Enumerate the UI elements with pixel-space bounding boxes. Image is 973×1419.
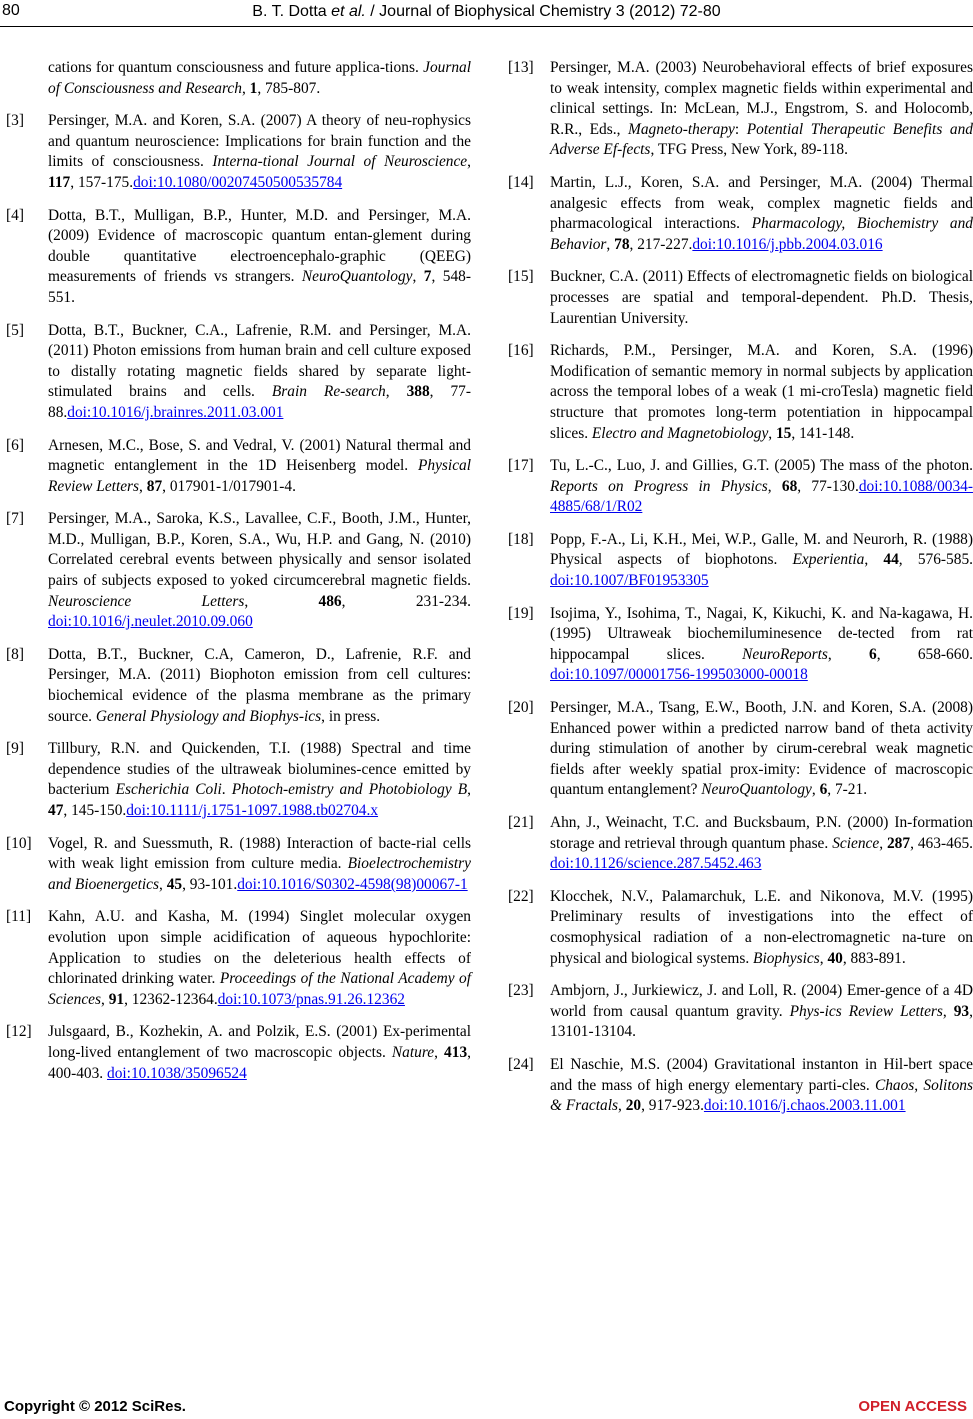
ref-volume: 47 [48,802,64,819]
ref-pages: , 77-88. [48,383,471,421]
reference-number: [21] [508,814,534,831]
ref-text: Tillbury, R.N. and Quickenden, T.I. (1988) Spectral and time dependence studies of the ultraweak biolumines-cence emitted by bacterium [48,740,471,799]
ref-text: Klocchek, N.V., Palamarchuk, L.E. and Nikonova, M.V. (1995) Preliminary results of investigations into the effect of cosmophysical radiation of a non-electromagnetic na-ture on physical and biological systems. [550,887,973,967]
ref-text: Arnesen, M.C., Bose, S. and Vedral, V. (2001) Natural thermal and magnetic entanglement in the 1D Heisenberg model. [48,436,471,475]
ref-journal: NeuroReports [742,645,828,663]
reference-number: [4] [6,206,24,224]
ref-text: , [914,1076,924,1094]
reference-item [508,173,973,255]
reference-item [6,1022,471,1084]
reference-item [6,321,471,424]
ref-volume: 486 [318,592,342,610]
reference-number: [11] [6,908,32,926]
ref-text: , [467,781,472,799]
ref-volume: 388 [406,383,430,401]
page-header [0,0,973,30]
ref-journal: Phys-ics Review Letters [789,1002,943,1020]
ref-text: Martin, L.J., Koren, S.A. and Persinger, M.A. (2004) Thermal analgesic effects from weak, complex magnetic fields and pharmacological interactions. [550,173,973,233]
ref-pages: , 93-101. [182,875,238,893]
ref-text: . [221,781,232,799]
ref-journal: Nature [391,1043,435,1061]
ref-text: Persinger, M.A. (2003) Neurobehavioral effects of brief exposures to weak intensity, complex magnetic fields within experimental and clinical settings. In: McLean, M.J., Engstrom, S. and Holocomb, R.R., Eds., [550,59,973,138]
reference-number: [7] [6,510,24,528]
reference-item [6,436,471,498]
reference-item [6,739,471,821]
ref-text: , [864,551,884,569]
ref-journal: Electro and Magnetobiology [591,424,769,442]
reference-number: [23] [508,982,534,1000]
reference-item [508,887,973,969]
ref-pages: , 12362-12364. [124,990,218,1008]
reference-item [6,645,471,727]
reference-list-left [6,111,471,1084]
doi-link[interactable]: doi:10.1073/pnas.91.26.12362 [217,990,405,1008]
reference-number: [13] [508,59,534,76]
reference-number: [6] [6,436,24,454]
ref-journal: General Physiology and Biophys-ics [95,707,322,725]
ref-journal: Neuroscience Letters [48,592,245,610]
reference-number: [5] [6,321,24,339]
ref-text: , [467,153,471,171]
ref-pages: , 400-403. [48,1043,471,1082]
ref-journal: NeuroQuantology [301,268,413,286]
ref-volume: 87 [146,477,163,495]
ref-journal: Pharmacology, Biochemistry and Behavior [550,215,973,253]
running-head-journal: / Journal of Biophysical Chemistry 3 (2012) 72-80 [365,3,721,20]
reference-number: [8] [6,645,24,663]
ref-journal: Chaos [874,1076,915,1094]
reference-number: [9] [6,740,24,758]
ref-text: El Naschie, M.S. (2004) Gravitational instanton in Hil-bert space and the mass of high energy elementary parti-cles. [550,1055,973,1094]
ref-pages: , 157-175. [70,173,134,191]
doi-link[interactable]: doi:10.1038/35096524 [107,1064,247,1082]
ref-pages: , 883-891. [842,949,906,967]
right-column [508,58,973,1129]
reference-item [508,456,973,518]
ref-pages: , 463-465. [910,834,973,852]
ref-volume: 413 [444,1043,468,1061]
ref-text: , [244,592,319,610]
ref-text: , [811,781,820,799]
ref-pages: , 13101-13104. [550,1002,973,1041]
ref-pages: , 7-21. [827,781,868,799]
ref-text: , [100,990,109,1008]
page-footer [0,1398,973,1419]
doi-link[interactable]: doi:10.1126/science.287.5452.463 [550,855,762,873]
ref-text: Dotta, B.T., Buckner, C.A., Lafrenie, R.M. and Persinger, M.A. (2011) Photon emissions from human brain and cell culture exposed to distally rotating magnetic fields shared by separate light-stimulated brains and cells. [48,321,471,401]
ref-journal: Interna-tional Journal of Neuroscience [212,153,468,171]
ref-text: , [434,1043,445,1061]
header-rule [0,26,973,27]
running-head [0,3,973,21]
ref-text: Vogel, R. and Suessmuth, R. (1988) Interaction of bacte-rial cells with weak light emission from culture media. [48,834,471,873]
ref-pages: , 77-130. [797,477,859,495]
doi-link[interactable]: doi:10.1097/00001756-199503000-00018 [550,666,808,684]
ref-volume: 6 [869,645,877,663]
ref-text: Dotta, B.T., Mulligan, B.P., Hunter, M.D. and Persinger, M.A. (2009) Evidence of macroscopic quantum entan-glement during double quantitative electroencephalo-graphic (QEEG) measurements of friends vs strangers. [48,206,471,286]
ref-journal: Reports on Progress in Physics [550,477,768,495]
doi-link[interactable]: doi:10.1016/j.chaos.2003.11.001 [703,1097,906,1115]
ref-text: , [879,834,887,852]
ref-volume: 68 [781,477,798,495]
ref-text: , TFG Press, New York, 89-118. [650,141,848,159]
reference-number: [18] [508,530,534,548]
reference-number: [22] [508,887,534,905]
reference-number: [19] [508,604,534,622]
ref-journal: Potential Therapeutic Benefits and Adverse Ef-fects [550,120,973,159]
doi-link[interactable]: doi:10.1016/j.brainres.2011.03.001 [67,403,284,421]
ref-volume: 7 [423,268,432,286]
reference-item [508,58,973,161]
doi-link[interactable]: doi:10.1007/BF01953305 [550,572,709,590]
ref-text: Persinger, M.A., Saroka, K.S., Lavallee, C.F., Booth, J.M., Hunter, M.D., Mulligan, B.P., Koren, S.A., Wu, H.P. and Gang, N. (2010) Correlated cerebral events between physically and sensor isolated pairs of subjects exposed to yoked circumcerebral magnetic fields. [48,510,471,590]
doi-link[interactable]: doi:10.1016/j.pbb.2004.03.016 [692,235,883,253]
ref-pages: , 548-551. [48,268,471,306]
reference-item [508,698,973,801]
reference-number: [16] [508,342,534,360]
ref-pages: , 141-148. [791,424,855,442]
ref-pages: , 576-585. [898,551,973,569]
reference-number: [15] [508,268,534,286]
reference-continuation [6,58,471,99]
copyright-notice: Copyright © 2012 SciRes. [4,1398,186,1415]
ref-text: , [412,268,424,286]
reference-number: [20] [508,699,534,717]
doi-link[interactable]: doi:10.1080/00207450500535784 [133,173,343,191]
doi-link[interactable]: doi:10.1016/j.neulet.2010.09.060 [48,613,253,631]
left-column [6,58,471,1096]
ref-text: , in press. [321,707,381,725]
reference-number: [24] [508,1055,534,1073]
ref-pages: , 145-150. [63,802,127,819]
ref-text: Ahn, J., Weinacht, T.C. and Bucksbaum, P.N. (2000) In-formation storage and retrieval through quantum phase. [550,814,973,852]
ref-text: , [819,949,828,967]
ref-text: Buckner, C.A. (2011) Effects of electromagnetic fields on biological processes are spatial and temporal-dependent. Ph.D. Thesis, Laurentian University. [550,268,973,327]
ref-text: Popp, F.-A., Li, K.H., Mei, W.P., Galle, M. and Neurorh, R. (1988) Physical aspects of biophotons. [550,530,973,569]
ref-text: Persinger, M.A. and Koren, S.A. (2007) A theory of neu-rophysics and quantum neuroscience: Implications for brain function and the limits of consciousness. [48,112,471,171]
ref-text: Kahn, A.U. and Kasha, M. (1994) Singlet molecular oxygen evolution upon simple acidification of aqueous hypochlorite: Application to studies on the deleterious health effects of chlorinated drinking water. [48,908,471,988]
reference-item [6,206,471,309]
ref-journal: Journal of Consciousness and Research [48,59,471,97]
ref-volume: 45 [166,875,183,893]
reference-number: [10] [6,834,32,852]
ref-text: , [768,424,776,442]
ref-pages: , 231-234. [341,592,471,610]
ref-volume: 287 [886,834,911,852]
ref-pages: , 917-923. [641,1097,704,1115]
ref-text: Tu, L.-C., Luo, J. and Gillies, G.T. (2005) The mass of the photon. [550,457,973,475]
ref-journal: Brain Re-search [271,383,386,401]
ref-pages: , 017901-1/017901-4. [162,477,296,495]
ref-text: , [385,383,407,401]
ref-volume: 15 [775,424,792,442]
ref-journal: Magneto-therapy [628,120,735,138]
ref-text: , [617,1097,626,1115]
ref-journal: Bioelectrochemistry and Bioenergetics [48,855,471,893]
ref-text: Richards, P.M., Persinger, M.A. and Koren, S.A. (1996) Modification of semantic memory in normal subjects by application across the temporal lobes of a weak (1 mi-croTesla) magnetic field structure that promotes long-term potentiation in hippocampal slices. [550,342,973,442]
reference-item [508,341,973,444]
ref-text: Julsgaard, B., Kozhekin, A. and Polzik, E.S. (2001) Ex-perimental long-lived entanglement of two macroscopic objects. [48,1023,471,1061]
ref-text: Dotta, B.T., Buckner, C.A, Cameron, D., Lafrenie, R.F. and Persinger, M.A. (2011) Biophoton emission from cell cultures: biochemical evidence of the plasma membrane as the primary source. [48,645,471,725]
doi-link[interactable]: doi:10.1016/S0302-4598(98)00067-1 [237,875,468,893]
ref-volume: 117 [48,173,71,191]
reference-number: [14] [508,173,534,191]
ref-journal: Physical Review Letters [48,457,471,495]
ref-text: , [606,235,615,253]
ref-text: Persinger, M.A., Tsang, E.W., Booth, J.N. and Koren, S.A. (2008) Enhanced power within a predicted narrow band of theta activity during stimulation of another by cirum-cerebral weak magnetic fields after weekly spatial prox-imity: Evidence of macroscopic quantum entanglement? [550,699,973,799]
ref-volume: 20 [625,1097,642,1115]
ref-text: , [139,477,147,495]
doi-link[interactable]: doi:10.1088/0034-4885/68/1/R02 [550,477,973,516]
ref-text: , [942,1002,954,1020]
reference-number: [3] [6,112,24,130]
ref-journal: Escherichia Coli [115,781,222,799]
open-access-label: OPEN ACCESS [858,1398,967,1415]
ref-text: Ambjorn, J., Jurkiewicz, J. and Loll, R. (2004) Emer-gence of a 4D world from causal quantum gravity. [550,982,973,1020]
ref-volume: 91 [108,990,125,1008]
reference-item [508,530,973,592]
ref-text: Isojima, Y., Isohima, T., Nagai, K, Kikuchi, K. and Na-kagawa, H. (1995) Ultraweak biochemiluminesence de-tected from rat hippocampal slices. [550,604,973,663]
reference-item [6,509,471,633]
ref-text: , [241,79,250,97]
ref-journal: NeuroQuantology [701,781,812,799]
ref-pages: , 785-807. [257,79,321,97]
reference-item [508,981,973,1043]
doi-link[interactable]: doi:10.1111/j.1751-1097.1988.tb02704.x [126,802,379,819]
ref-text: , [827,645,870,663]
ref-pages: , 658-660. [876,645,973,663]
reference-item [6,111,471,193]
reference-item [508,267,973,329]
page-number: 80 [2,2,20,19]
running-head-authors: B. T. Dotta [252,3,332,20]
reference-item [508,1055,973,1117]
reference-number: [17] [508,457,534,475]
ref-volume: 6 [819,781,828,799]
ref-journal: Biophysics [753,949,820,967]
ref-journal: Proceedings of the National Academy of Sciences [48,970,471,1008]
reference-item [508,813,973,875]
reference-item [508,604,973,686]
running-head-etal: et al. [331,3,366,20]
ref-volume: 44 [883,551,899,569]
reference-item [6,907,471,1010]
ref-journal: Solitons & Fractals [550,1076,973,1115]
ref-text: : [734,120,747,138]
ref-text: , [767,477,782,495]
ref-volume: 78 [614,235,630,253]
ref-journal: Photoch-emistry and Photobiology B [231,781,468,799]
ref-volume: 40 [827,949,843,967]
ref-text: , [158,875,167,893]
ref-volume: 93 [953,1002,970,1020]
reference-number: [12] [6,1023,32,1041]
ref-pages: , 217-227. [629,235,693,253]
reference-item [6,834,471,896]
ref-journal: Experientia [792,551,865,569]
ref-text: cations for quantum consciousness and future applica-tions. [48,59,424,76]
ref-journal: Science [832,834,880,852]
reference-list-right [508,58,973,1117]
ref-volume: 1 [249,79,258,97]
